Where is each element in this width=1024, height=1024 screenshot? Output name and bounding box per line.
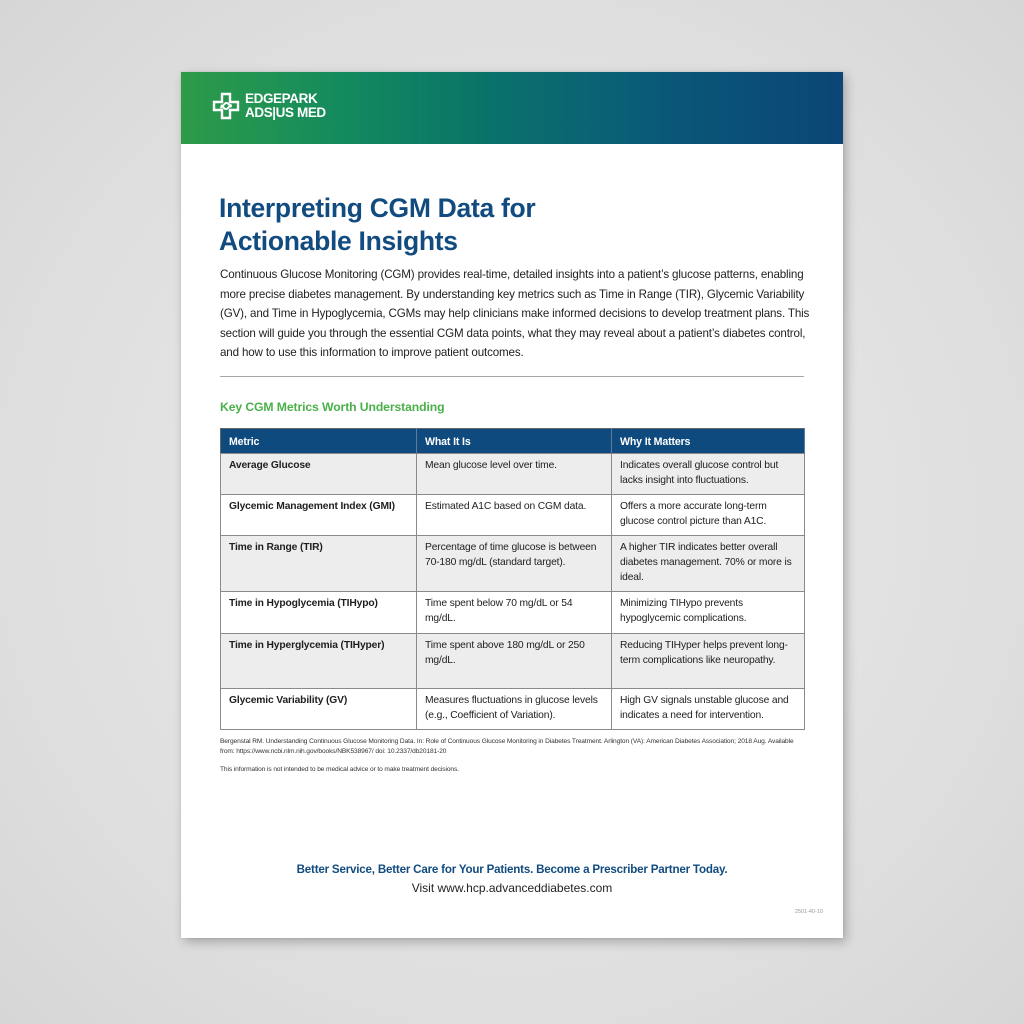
intro-paragraph: Continuous Glucose Monitoring (CGM) provides real-time, detailed insights into a patient’s glucose patterns, enabling more precise diabetes management. By understanding key metrics such as Time in Range (TIR), Glycemic Variability (GV), and Time in Hypoglycemia, CGMs may help clinicians make informed decisions to develop treatment plans. This section will guide you through the essential CGM data points, what they may reveal about a patient’s diabetes control, and how to use this information to improve patient outcomes. xyxy=(220,268,810,359)
section-heading: Key CGM Metrics Worth Understanding xyxy=(220,400,445,414)
table-row xyxy=(221,592,805,634)
document-page xyxy=(181,72,843,938)
table-row xyxy=(221,689,805,730)
cgm-metrics-table xyxy=(220,428,805,730)
citation-reference: Bergenstal RM. Understanding Continuous Glucose Monitoring Data. In: Role of Continuous Glucose Monitoring in Diabetes Treatment. Arlington (VA): American Diabetes Association; 2018 Aug. Available from: https://www.ncbi.nlm.nih.gov/books/NBK538967/ doi: 10.2337/db20181-20 xyxy=(220,738,794,755)
page-title xyxy=(219,192,535,258)
metric-cell: Time in Hyperglycemia (TIHyper) xyxy=(221,634,417,689)
table-row xyxy=(221,634,805,689)
metric-cell: Glycemic Management Index (GMI) xyxy=(221,495,417,536)
medical-disclaimer: This information is not intended to be medical advice or to make treatment decisions. xyxy=(220,766,459,773)
section-divider xyxy=(220,376,804,377)
column-header-why-it-matters: Why It Matters xyxy=(612,429,805,454)
why-it-matters-cell: Offers a more accurate long-term glucose control picture than A1C. xyxy=(612,495,805,536)
why-it-matters-cell: Indicates overall glucose control but lacks insight into fluctuations. xyxy=(612,454,805,495)
why-it-matters-cell: High GV signals unstable glucose and indicates a need for intervention. xyxy=(612,689,805,730)
why-it-matters-cell: Minimizing TIHypo prevents hypoglycemic complications. xyxy=(612,592,805,634)
document-code: 2501-40-10 xyxy=(794,909,823,915)
column-header-what-it-is: What It Is xyxy=(417,429,612,454)
prescriber-cta: Better Service, Better Care for Your Patients. Become a Prescriber Partner Today. xyxy=(296,863,728,876)
metric-cell: Glycemic Variability (GV) xyxy=(221,689,417,730)
what-it-is-cell: Time spent below 70 mg/dL or 54 mg/dL. xyxy=(417,592,612,634)
metric-cell: Time in Range (TIR) xyxy=(221,536,417,592)
why-it-matters-cell: Reducing TIHyper helps prevent long-term complications like neuropathy. xyxy=(612,634,805,689)
brand-logo xyxy=(212,92,326,120)
metric-cell: Time in Hypoglycemia (TIHypo) xyxy=(221,592,417,634)
what-it-is-cell: Mean glucose level over time. xyxy=(417,454,612,495)
header-banner xyxy=(181,72,843,144)
what-it-is-cell: Measures fluctuations in glucose levels (e.g., Coefficient of Variation). xyxy=(417,689,612,730)
table-row xyxy=(221,536,805,592)
table-row xyxy=(221,495,805,536)
table-header-row xyxy=(221,429,805,454)
what-it-is-cell: Time spent above 180 mg/dL or 250 mg/dL. xyxy=(417,634,612,689)
why-it-matters-cell: A higher TIR indicates better overall diabetes management. 70% or more is ideal. xyxy=(612,536,805,592)
what-it-is-cell: Estimated A1C based on CGM data. xyxy=(417,495,612,536)
what-it-is-cell: Percentage of time glucose is between 70-180 mg/dL (standard target). xyxy=(417,536,612,592)
website-link[interactable]: Visit www.hcp.advanceddiabetes.com xyxy=(411,881,613,895)
column-header-metric: Metric xyxy=(221,429,417,454)
title-line-2: Actionable Insights xyxy=(219,226,458,256)
brand-line-1: EDGEPARK xyxy=(245,91,318,106)
medical-cross-handshake-icon xyxy=(212,92,240,120)
metric-cell: Average Glucose xyxy=(221,454,417,495)
brand-line-2: ADS|US MED xyxy=(245,105,326,120)
title-line-1: Interpreting CGM Data for xyxy=(219,193,536,223)
table-row xyxy=(221,454,805,495)
